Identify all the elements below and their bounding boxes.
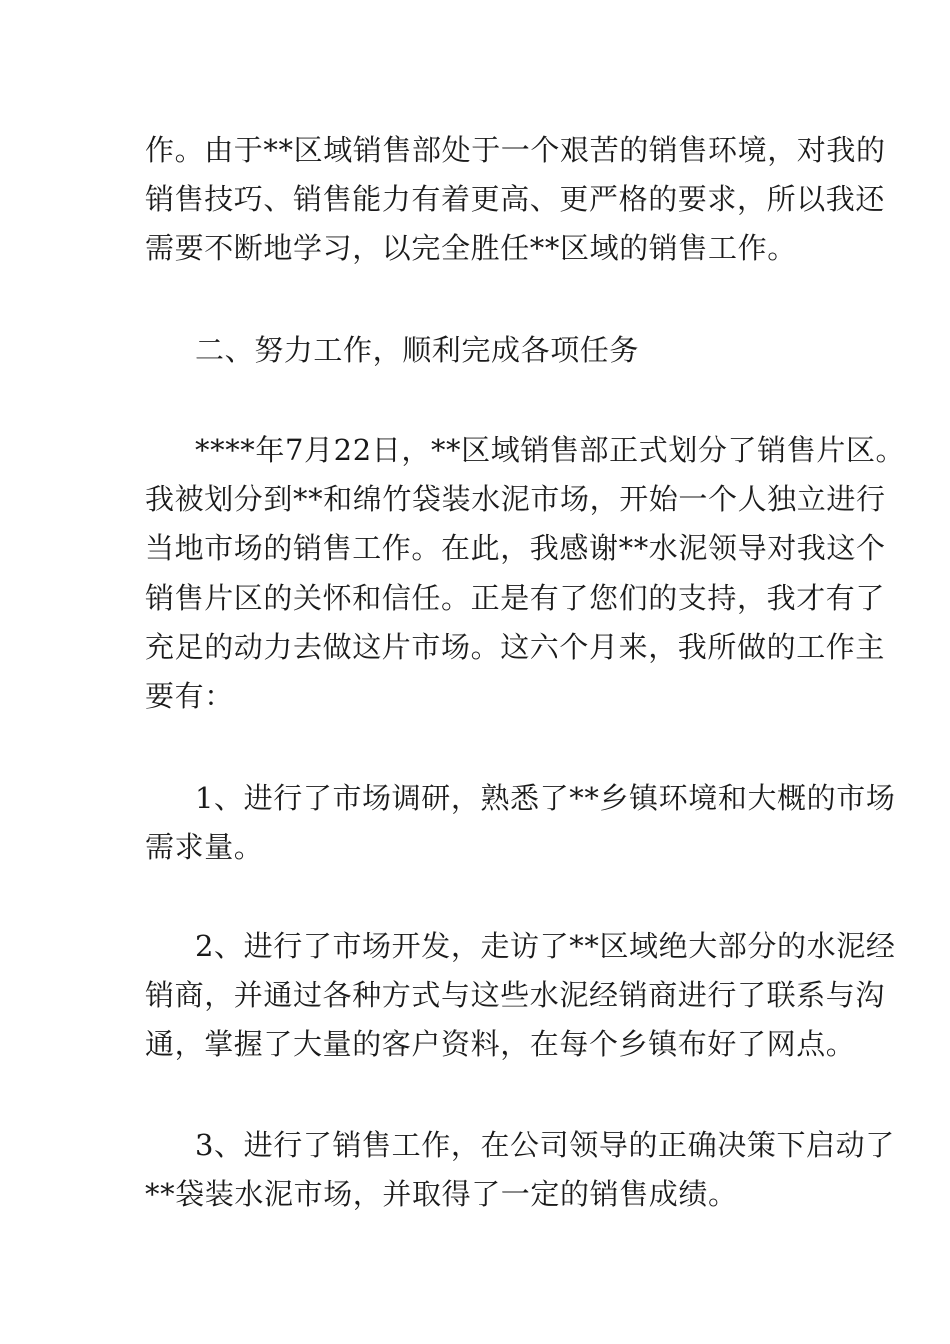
- list-item-2-line-2: 销商，并通过各种方式与这些水泥经销商进行了联系与沟: [145, 978, 886, 1012]
- paragraph-3-line-2: 我被划分到**和绵竹袋装水泥市场，开始一个人独立进行: [145, 482, 886, 516]
- list-item-3-line-2: **袋装水泥市场，并取得了一定的销售成绩。: [145, 1177, 738, 1211]
- list-item-3-line-1: 3、进行了销售工作，在公司领导的正确决策下启动了: [195, 1128, 895, 1162]
- paragraph-1-line-2: 销售技巧、销售能力有着更高、更严格的要求，所以我还: [145, 182, 886, 216]
- section-heading: 二、努力工作，顺利完成各项任务: [195, 333, 640, 367]
- paragraph-1-line-1: 作。由于**区域销售部处于一个艰苦的销售环境，对我的: [145, 133, 886, 167]
- paragraph-3-line-4: 销售片区的关怀和信任。正是有了您们的支持，我才有了: [145, 581, 886, 615]
- list-item-1-line-1: 1、进行了市场调研，熟悉了**乡镇环境和大概的市场: [195, 781, 896, 815]
- paragraph-3-line-1: ****年7月22日，**区域销售部正式划分了销售片区。: [195, 433, 906, 467]
- list-item-1-line-2: 需求量。: [145, 830, 264, 864]
- paragraph-1-line-3: 需要不断地学习，以完全胜任**区域的销售工作。: [145, 231, 797, 265]
- paragraph-3-line-5: 充足的动力去做这片市场。这六个月来，我所做的工作主: [145, 630, 886, 664]
- paragraph-3-line-6: 要有：: [145, 679, 234, 713]
- list-item-2-line-3: 通，掌握了大量的客户资料，在每个乡镇布好了网点。: [145, 1027, 856, 1061]
- list-item-2-line-1: 2、进行了市场开发，走访了**区域绝大部分的水泥经: [195, 929, 896, 963]
- paragraph-3-line-3: 当地市场的销售工作。在此，我感谢**水泥领导对我这个: [145, 531, 886, 565]
